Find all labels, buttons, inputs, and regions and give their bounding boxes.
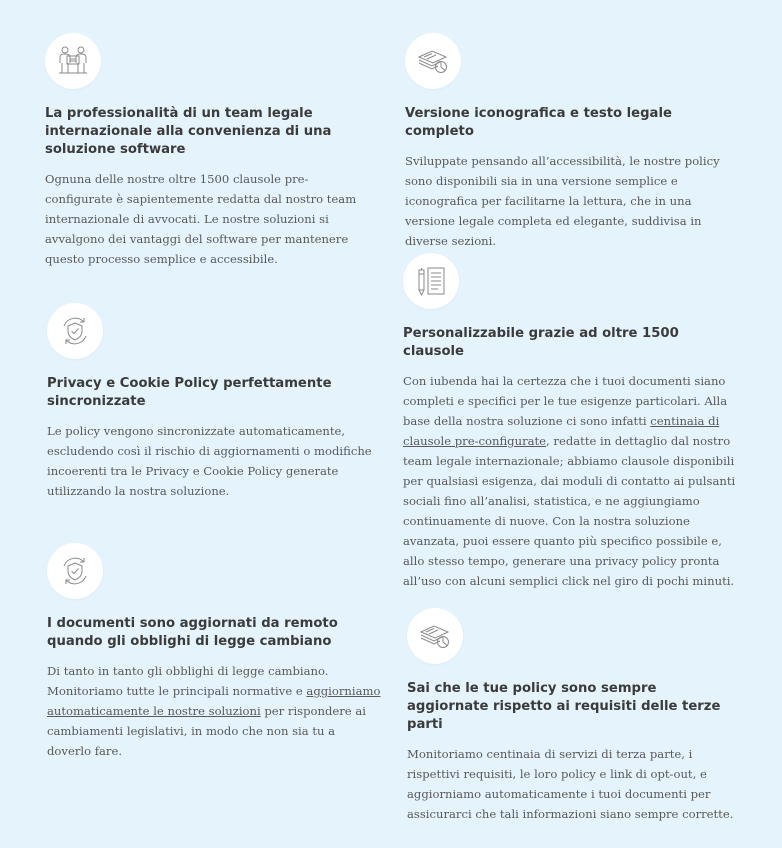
feature-iconographic-version <box>405 33 740 251</box>
feature-description: Monitoriamo centinaia di servizi di terza parte, i rispettivi requisiti, le loro policy e link di opt-out, e aggiorniamo automaticamente i tuoi documenti per assicurarci che tali informazioni siano sempre corrette. <box>407 747 734 821</box>
description-text: Con iubenda hai la certezza che i tuoi documenti siano completi e specifici per le tue esigenze particolari. Alla base della nostra soluzione ci sono infatti <box>403 374 728 428</box>
description-text: , redatte in dettaglio dal nostro team legale internazionale; abbiamo clausole disponibili per qualsiasi esigenza, dai moduli di contatto ai pulsanti sociali fino all’analisi, statistica, e ne aggiungiamo continuamente di nuove. Con la nostra soluzione avanzata, puoi essere quanto più specifico possibile e, allo stesso tempo, generare una privacy policy pronta all’uso con alcuni semplici click nel giro di pochi minuti. <box>403 434 736 588</box>
feature-title: I documenti sono aggiornati da remoto quando gli obblighi di legge cambiano <box>47 616 338 649</box>
feature-description: Sviluppate pensando all’accessibilità, le nostre policy sono disponibili sia in una versione semplice e iconografica per facilitarne la lettura, che in una versione legale completa ed elegante, suddivisa in diverse sezioni. <box>405 154 720 248</box>
feature-description: Le policy vengono sincronizzate automaticamente, escludendo così il rischio di aggiornamenti o modifiche incoerenti tra le Privacy e Cookie Policy generate utilizzando la nostra soluzione. <box>47 424 372 498</box>
feature-title: Personalizzabile grazie ad oltre 1500 clausole <box>403 326 679 359</box>
auto-update-solutions-link[interactable]: aggiorniamo automaticamente le nostre soluzioni <box>47 684 381 718</box>
feature-title: Sai che le tue policy sono sempre aggiornate rispetto ai requisiti delle terze parti <box>407 681 721 732</box>
feature-title: La professionalità di un team legale internazionale alla convenienza di una soluzione software <box>45 106 332 157</box>
shield-sync-icon <box>47 303 103 359</box>
feature-remote-updates <box>47 543 382 761</box>
shield-sync-icon <box>47 543 103 599</box>
preconfigured-clauses-link[interactable]: centinaia di clausole pre-configurate <box>403 414 720 448</box>
customize-clauses-icon <box>403 253 459 309</box>
description-text: Di tanto in tanto gli obblighi di legge cambiano. Monitoriamo tutte le principali normative e <box>47 664 329 698</box>
feature-customizable-clauses <box>403 253 738 591</box>
feature-title: Privacy e Cookie Policy perfettamente sincronizzate <box>47 376 332 409</box>
document-iconographic-icon <box>405 33 461 89</box>
feature-description: Ognuna delle nostre oltre 1500 clausole pre-configurate è sapientemente redatta dal nostro team internazionale di avvocati. Le nostre soluzioni si avvalgono dei vantaggi del software per mantenere questo processo semplice e accessibile. <box>45 172 357 266</box>
description-text: per rispondere ai cambiamenti legislativi, in modo che non sia tu a doverlo fare. <box>47 704 366 758</box>
legal-team-icon <box>45 33 101 89</box>
feature-description <box>47 661 382 761</box>
feature-synced-policies <box>47 303 377 501</box>
feature-third-party-requirements <box>407 608 742 824</box>
feature-legal-team <box>45 33 375 269</box>
document-iconographic-icon <box>407 608 463 664</box>
feature-title: Versione iconografica e testo legale completo <box>405 106 672 139</box>
feature-description <box>403 371 738 591</box>
